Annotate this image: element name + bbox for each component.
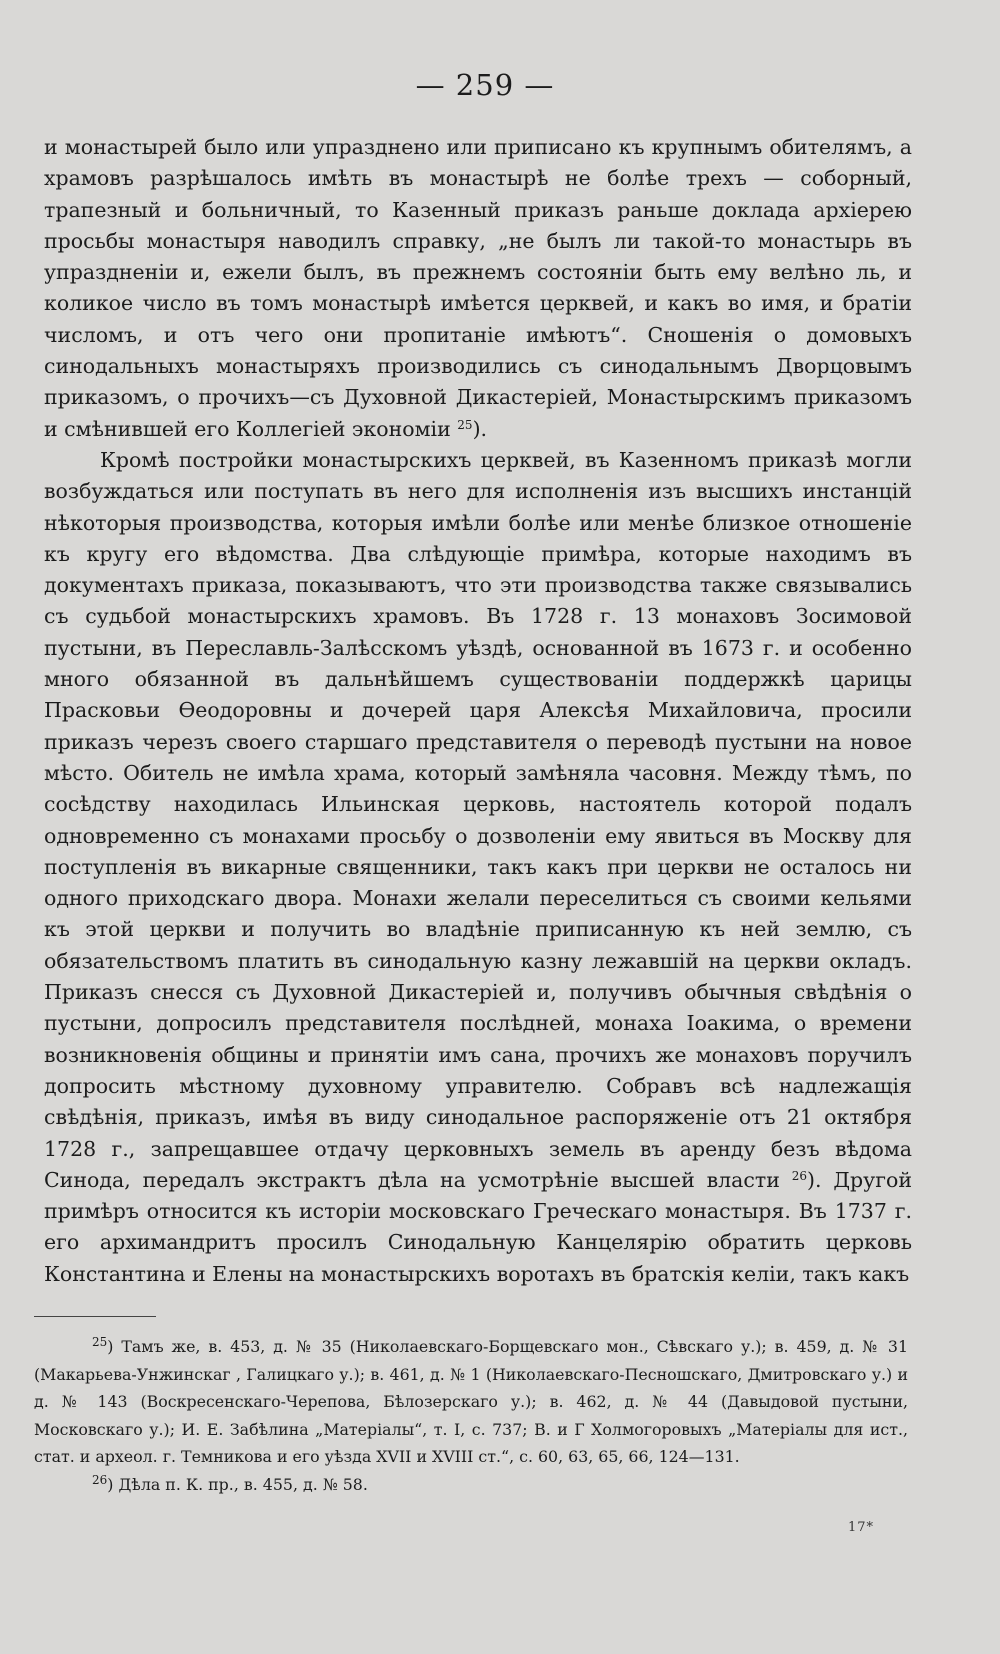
page-number: — 259 — — [415, 68, 555, 102]
footnote-divider — [34, 1316, 156, 1317]
paragraph-text: Кромѣ постройки монастырскихъ церквей, въ Казенномъ приказѣ могли возбуждаться или поступать въ него для исполненія изъ высшихъ инстанцій нѣкоторыя производства, которыя имѣли болѣе или менѣе близкое отношеніе къ кругу его вѣдомства. Два слѣдующіе примѣра, которые находимъ въ документахъ приказа, показываютъ, что эти производства также связывались съ судьбой монастырскихъ храмовъ. Въ 1728 г. 13 монаховъ Зосимовой пустыни, въ Переславль-Залѣсскомъ уѣздѣ, основанной въ 1673 г. и особенно много обязанной въ дальнѣйшемъ существованіи поддержкѣ царицы Прасковьи Ѳеодоровны и дочерей царя Алексѣя Михайловича, просили приказъ черезъ своего старшаго представителя о переводѣ пустыни на новое мѣсто. Обитель не имѣла храма, который замѣняла часовня. Между тѣмъ, по сосѣдству находилась Ильинская церковь, настоятель которой подалъ одновременно съ монахами просьбу о дозволеніи ему явиться въ Москву для поступленія въ викарные священники, такъ какъ при церкви не осталось ни одного приходскаго двора. Монахи желали переселиться съ своими кельями къ этой церкви и получить во владѣніе приписанную къ ней землю, съ обязательствомъ платить въ синодальную казну лежавшій на церкви окладъ. Приказъ снесся съ Духовной Дикастеріей и, получивъ обычныя свѣдѣнія о пустыни, допросилъ представителя послѣдней, монаха Іоакима, о времени возникновенія общины и принятіи имъ сана, прочихъ же монаховъ поручилъ допросить мѣстному духовному управителю. Собравъ всѣ надлежащія свѣдѣнія, приказъ, имѣя въ виду синодальное распоряженіе отъ 21 октября 1728 г., запрещавшее отдачу церковныхъ земель въ аренду безъ вѣдома Синода, передалъ экстрактъ дѣла на усмотрѣніе высшей власти — [44, 447, 912, 1192]
paragraph-text: и монастырей было или упразднено или приписано къ крупнымъ обителямъ, а храмовъ разрѣшалось имѣть въ монастырѣ не болѣе трехъ — соборный, трапезный и больничный, то Казенный приказъ раньше доклада архіерею просьбы монастыря наводилъ справку, „не былъ ли такой-то монастырь въ упраздненіи и, ежели былъ, въ прежнемъ состояніи быть ему велѣно ль, и коликое число въ томъ монастырѣ имѣется церквей, и какъ во имя, и братіи числомъ, и отъ чего они пропитаніе имѣютъ“. Сношенія о домовыхъ синодальныхъ монастыряхъ производились съ синодальнымъ Дворцовымъ приказомъ, о прочихъ—съ Духовной Дикастеріей, Монастырскимъ приказомъ и смѣнившей его Коллегіей экономіи — [44, 135, 912, 441]
footnote-ref: 26 — [791, 1168, 808, 1183]
footnotes — [34, 1333, 908, 1498]
main-text — [44, 132, 912, 1290]
footnote-text: Дѣла п. К. пр., в. 455, д. № 58. — [118, 1474, 368, 1494]
paragraph: и монастырей было или упразднено или приписано къ крупнымъ обителямъ, а храмовъ разрѣшалось имѣть въ монастырѣ не болѣе трехъ — соборный, трапезный и больничный, то Казенный приказъ раньше доклада архіерею просьбы монастыря наводилъ справку, „не былъ ли такой-то монастырь въ упраздненіи и, ежели былъ, въ прежнемъ состояніи быть ему велѣно ль, и коликое число въ томъ монастырѣ имѣется церквей, и какъ во имя, и братіи числомъ, и отъ чего они пропитаніе имѣютъ“. Сношенія о домовыхъ синодальныхъ монастыряхъ производились съ синодальнымъ Дворцовымъ приказомъ, о прочихъ—съ Духовной Дикастеріей, Монастырскимъ приказомъ и смѣнившей его Коллегіей экономіи $^{25}$). — [44, 135, 912, 441]
footnote-number: 25 — [92, 1335, 108, 1349]
footnote-text: Тамъ же, в. 453, д. № 35 (Николаевскаго-Борщевскаго мон., Сѣвскаго у.); в. 459, д. № 31 (Макарьева-Унжинскаг , Галицкаго у.); в. 461, д. № 1 (Николаевскаго-Песношскаго, Дмитровскаго у.) и д. № 143 (Воскресенскаго-Черепова, Бѣлозерскаго у.); в. 462, д. № 44 (Давыдовой пустыни, Московскаго у.); И. Е. Забѣлина „Матеріалы“, т. I, с. 737; В. и Г Холмогоровыхъ „Матеріалы для ист., стат. и археол. г. Темникова и его уѣзда XVII и XVIII ст.“, с. 60, 63, 65, 66, 124—131. — [34, 1337, 908, 1466]
paragraph-text: Другой примѣръ относится къ исторіи московскаго Греческаго монастыря. Въ 1737 г. его архимандритъ просилъ Синодальную Канцелярію обратить церковь Константина и Елены на монастырскихъ воротахъ въ братскія келіи, такъ какъ — [44, 1167, 912, 1286]
footnote-ref: 25 — [457, 417, 473, 432]
footnote: $^{26}$) Дѣла п. К. пр., в. 455, д. № 58. — [92, 1472, 368, 1494]
footnote-number: 26 — [92, 1472, 108, 1487]
paragraph: Кромѣ постройки монастырскихъ церквей, въ Казенномъ приказѣ могли возбуждаться или поступать въ него для исполненія изъ высшихъ инстанцій нѣкоторыя производства, которыя имѣли болѣе или менѣе близкое отношеніе къ кругу его вѣдомства. Два слѣдующіе примѣра, которые находимъ въ документахъ приказа, показываютъ, что эти производства также связывались съ судьбой монастырскихъ храмовъ. Въ 1728 г. 13 монаховъ Зосимовой пустыни, въ Переславль-Залѣсскомъ уѣздѣ, основанной въ 1673 г. и особенно много обязанной въ дальнѣйшемъ существованіи поддержкѣ царицы Прасковьи Ѳеодоровны и дочерей царя Алексѣя Михайловича, просили приказъ черезъ своего старшаго представителя о переводѣ пустыни на новое мѣсто. Обитель не имѣла храма, который замѣняла часовня. Между тѣмъ, по сосѣдству находилась Ильинская церковь, настоятель которой подалъ одновременно съ монахами просьбу о дозволеніи ему явиться въ Москву для поступленія въ викарные священники, такъ какъ при церкви не осталось ни одного приходскаго двора. Монахи желали переселиться съ своими кельями къ этой церкви и получить во владѣніе приписанную къ ней землю, съ обязательствомъ платить въ синодальную казну лежавшій на церкви окладъ. Приказъ снесся съ Духовной Дикастеріей и, получивъ обычныя свѣдѣнія о пустыни, допросилъ представителя послѣдней, монаха Іоакима, о времени возникновенія общины и принятіи имъ сана, прочихъ же монаховъ поручилъ допросить мѣстному духовному управителю. Собравъ всѣ надлежащія свѣдѣнія, приказъ, имѣя въ виду синодальное распоряженіе отъ 21 октября 1728 г., запрещавшее отдачу церковныхъ земель въ аренду безъ вѣдома Синода, передалъ экстрактъ дѣла на усмотрѣніе высшей власти $^{26}$). Другой примѣръ относится къ исторіи московскаго Греческаго монастыря. Въ 1737 г. его архимандритъ просилъ Синодальную Канцелярію обратить церковь Константина и Елены на монастырскихъ воротахъ въ братскія келіи, такъ какъ — [44, 447, 912, 1286]
footnote: $^{25}$) Тамъ же, в. 453, д. № 35 (Николаевскаго-Борщевскаго мон., Сѣвскаго у.); в. 459, д. № 31 (Макарьева-Унжинскаг , Галицкаго у.); в. 461, д. № 1 (Николаевскаго-Песношскаго, Дмитровскаго у.) и д. № 143 (Воскресенскаго-Черепова, Бѣлозерскаго у.); в. 462, д. № 44 (Давыдовой пустыни, Московскаго у.); И. Е. Забѣлина „Матеріалы“, т. I, с. 737; В. и Г Холмогоровыхъ „Матеріалы для ист., стат. и археол. г. Темникова и его уѣзда XVII и XVIII ст.“, с. 60, 63, 65, 66, 124—131. — [34, 1335, 908, 1466]
printer-signature: 17* — [848, 1520, 875, 1535]
